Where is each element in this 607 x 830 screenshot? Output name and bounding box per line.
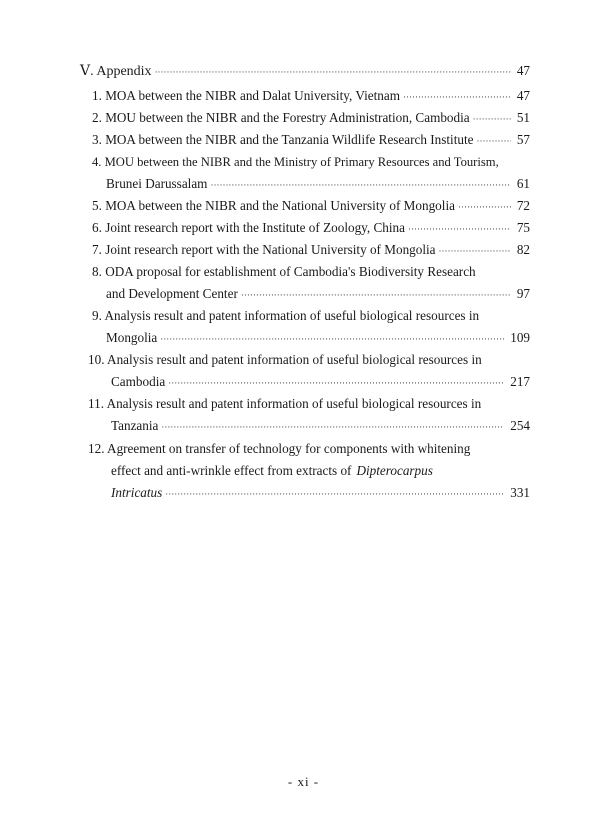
page-number: 109	[510, 330, 530, 345]
toc-entry-10	[88, 351, 530, 369]
toc-entry-2	[92, 109, 530, 128]
dot-leader	[155, 62, 511, 81]
toc-entry-11	[88, 395, 530, 413]
entry-text: 4. MOU between the NIBR and the Ministry of Primary Resources and Tourism,	[92, 155, 499, 169]
entry-text-cont: Tanzania	[111, 418, 159, 433]
page-number: 97	[516, 286, 530, 301]
entry-text: 5. MOA between the NIBR and the National University of Mongolia	[92, 198, 455, 213]
dot-leader	[439, 241, 511, 260]
page-number: 75	[516, 220, 530, 235]
toc-entry-7	[92, 241, 530, 260]
entry-text-cont: Mongolia	[106, 330, 158, 345]
section-title: Ⅴ. Appendix	[80, 64, 152, 79]
page-number: 47	[516, 88, 530, 103]
toc-entry-12	[88, 440, 530, 458]
page-number: 57	[516, 132, 530, 147]
entry-text: 8. ODA proposal for establishment of Cambodia's Biodiversity Research	[92, 264, 476, 279]
entry-text-cont: Brunei Darussalam	[106, 176, 208, 191]
page-number: 217	[510, 374, 530, 389]
dot-leader	[403, 87, 511, 106]
toc-entry-5	[92, 197, 530, 216]
entry-text: 7. Joint research report with the National University of Mongolia	[92, 242, 436, 257]
toc-entry-1	[92, 87, 530, 106]
page-number: 331	[510, 485, 530, 500]
entry-text: 3. MOA between the NIBR and the Tanzania Wildlife Research Institute	[92, 132, 474, 147]
dot-leader	[408, 219, 511, 238]
toc-entry-12-cont2	[111, 484, 530, 503]
dot-leader	[241, 285, 511, 304]
dot-leader	[161, 417, 504, 436]
dot-leader	[168, 373, 504, 392]
toc-entry-6	[92, 219, 530, 238]
toc-entry-4	[92, 153, 530, 171]
toc-entry-12-cont	[111, 462, 530, 480]
page-number: 47	[516, 63, 530, 78]
toc-entry-3	[92, 131, 530, 150]
toc-entry-10-cont	[111, 373, 530, 392]
dot-leader	[165, 484, 504, 503]
dot-leader	[477, 131, 511, 150]
footer-page-number: - xi -	[287, 774, 320, 789]
entry-text: 12. Agreement on transfer of technology for components with whitening	[88, 441, 471, 456]
dot-leader	[160, 329, 504, 348]
toc-entry-11-cont	[111, 417, 530, 436]
toc-entry-8-cont	[106, 285, 530, 304]
entry-text: 9. Analysis result and patent information of useful biological resources in	[92, 308, 480, 323]
entry-text-italic: Dipterocarpus	[356, 463, 433, 478]
toc-entry-8	[92, 263, 530, 281]
entry-text-cont: Cambodia	[111, 374, 166, 389]
page-number: 51	[516, 110, 530, 125]
dot-leader	[473, 109, 511, 128]
entry-text: 1. MOA between the NIBR and Dalat University, Vietnam	[92, 88, 400, 103]
toc-entry-4-cont	[106, 175, 530, 194]
toc-entry-9-cont	[106, 329, 530, 348]
toc-entry-9	[92, 307, 530, 325]
dot-leader	[210, 175, 510, 194]
entry-text-italic: Intricatus	[111, 485, 163, 500]
page-number: 61	[516, 176, 530, 191]
entry-text: 10. Analysis result and patent information of useful biological resources in	[88, 352, 482, 367]
entry-text: 11. Analysis result and patent information of useful biological resources in	[88, 396, 482, 411]
entry-text: 6. Joint research report with the Institute of Zoology, China	[92, 220, 406, 235]
toc-section-heading	[80, 62, 530, 81]
page-number: 254	[510, 418, 530, 433]
page-number: 72	[516, 198, 530, 213]
dot-leader	[458, 197, 511, 216]
entry-text: 2. MOU between the NIBR and the Forestry Administration, Cambodia	[92, 110, 470, 125]
entry-text-cont: and Development Center	[106, 286, 238, 301]
page-number: 82	[516, 242, 530, 257]
entry-text-cont: effect and anti-wrinkle effect from extracts of	[111, 463, 352, 478]
